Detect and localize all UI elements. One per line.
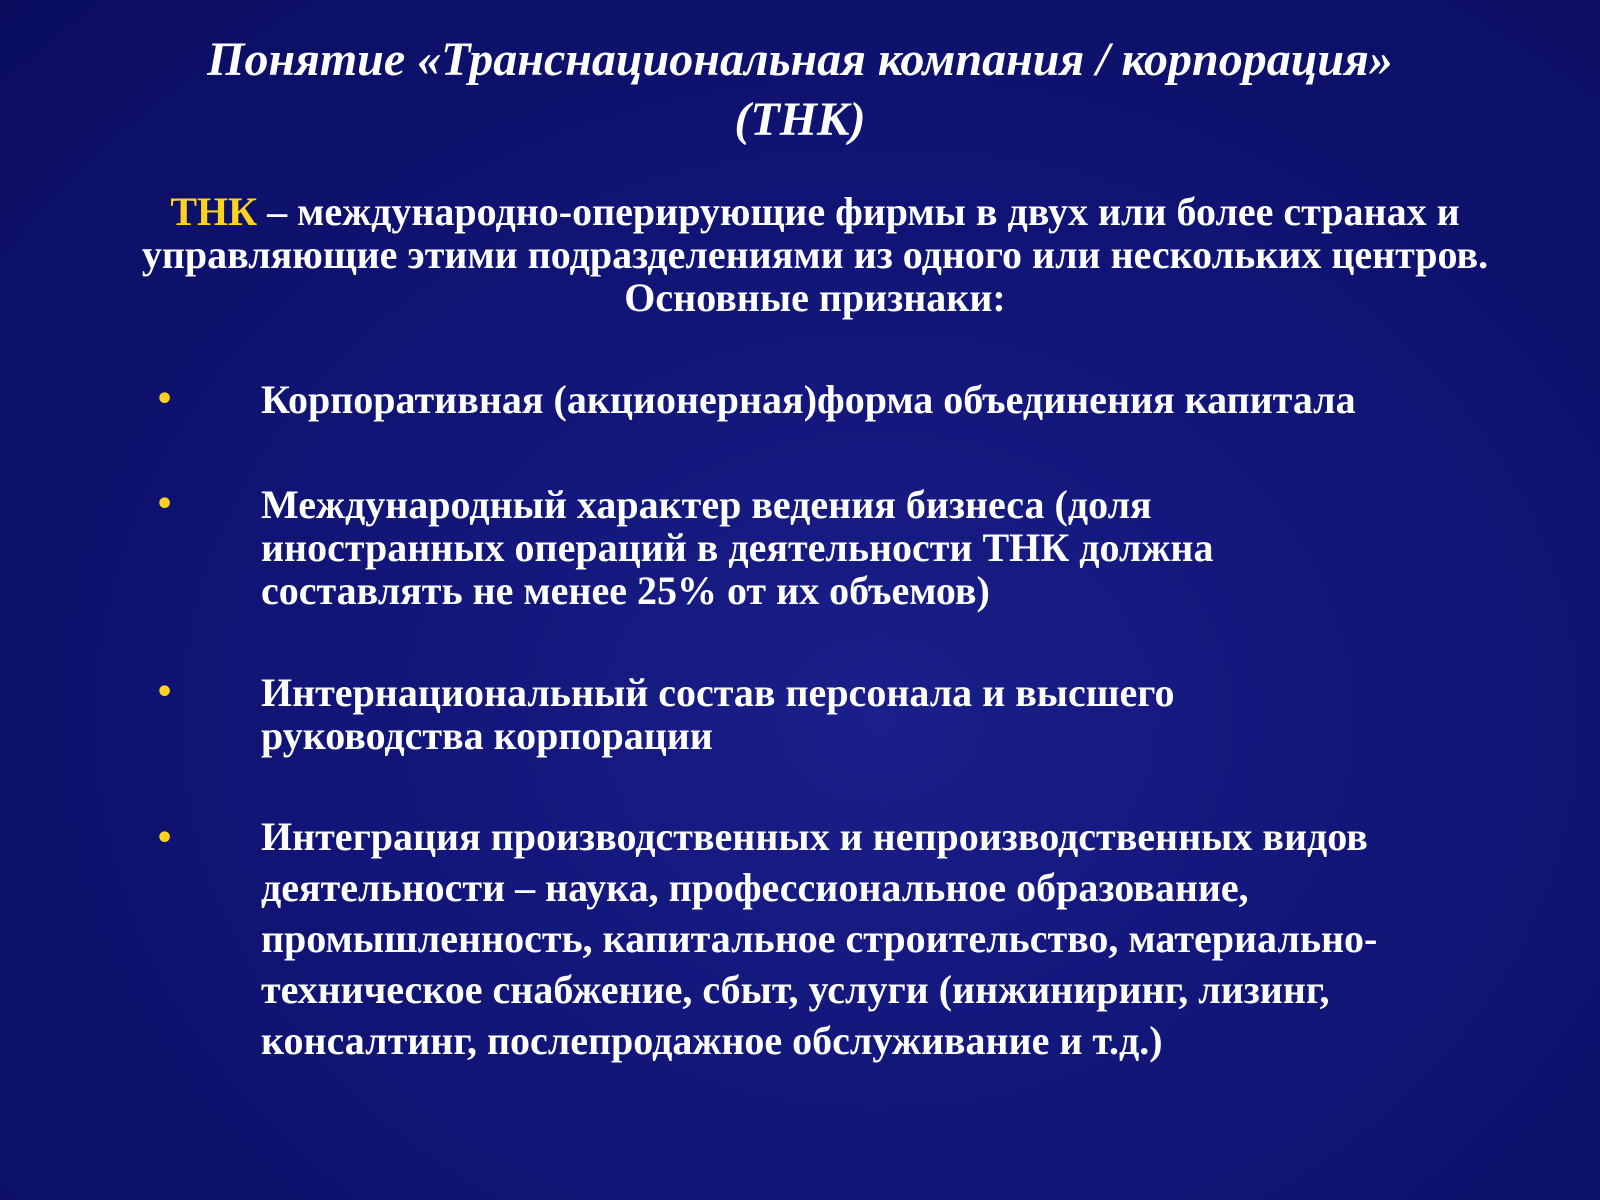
bullet-text-4: Интеграция производственных и непроизводственных видов деятельности – наука, профессиональное образование, промышленность, капитальное строительство, материально-техническое снабжение, сбыт, услуги (инжиниринг, лизинг, консалтинг, послепродажное обслуживание и т.д.) bbox=[261, 814, 1378, 1063]
bullet-dot-icon: • bbox=[155, 487, 175, 522]
bullet-dot-icon: • bbox=[155, 382, 175, 417]
bullet-text-3: Интернациональный состав персонала и высшего руководства корпорации bbox=[261, 670, 1175, 758]
slide-title-line-2: (ТНК) bbox=[734, 93, 866, 146]
slide-title-line-1: Понятие «Транснациональная компания / корпорация» bbox=[207, 33, 1393, 86]
bullet-text-2: Международный характер ведения бизнеса (доля иностранных операций в деятельности ТНК должна составлять не менее 25% от их объемов) bbox=[261, 482, 1214, 613]
definition-term: ТНК bbox=[170, 189, 258, 234]
bullet-text-1: Корпоративная (акционерная)форма объединения капитала bbox=[261, 377, 1356, 422]
bullet-dot-icon: • bbox=[155, 675, 175, 710]
slide-title bbox=[100, 30, 1500, 150]
bullet-dot-icon: • bbox=[155, 821, 175, 856]
definition-paragraph bbox=[110, 190, 1520, 319]
definition-text: – международно-оперирующие фирмы в двух или более странах и управляющие этими подразделениями из одного или нескольких центров. Основные признаки: bbox=[141, 189, 1489, 320]
